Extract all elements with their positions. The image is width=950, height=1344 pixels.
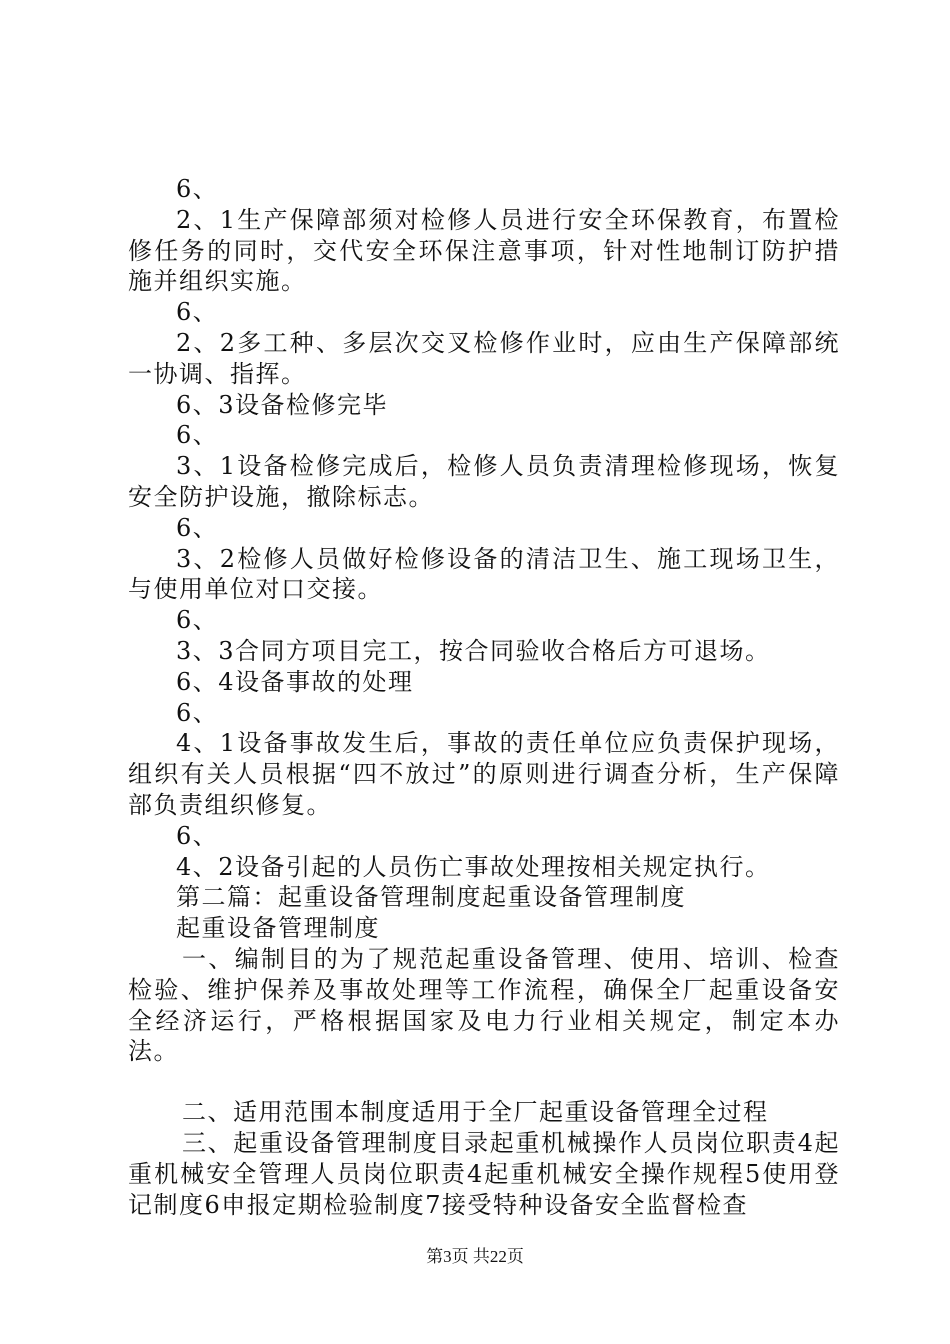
paragraph: 3、1设备检修完成后，检修人员负责清理检修现场，恢复安全防护设施，撤除标志。 <box>128 452 840 511</box>
paragraph: 6、 <box>176 298 219 327</box>
document-body <box>128 174 840 1220</box>
paragraph: 3、2检修人员做好检修设备的清洁卫生、施工现场卫生，与使用单位对口交接。 <box>128 544 840 604</box>
paragraph: 2、2多工种、多层次交叉检修作业时，应由生产保障部统一协调、指挥。 <box>128 328 840 388</box>
document-title: 起重设备管理制度 <box>176 914 380 943</box>
paragraph: 4、1设备事故发生后，事故的责任单位应负责保护现场，组织有关人员根据“四不放过”的原则进行调查分析，生产保障部负责组织修复。 <box>128 729 840 819</box>
chapter-title: 第二篇：起重设备管理制度起重设备管理制度 <box>176 883 686 912</box>
paragraph-gap <box>128 1067 840 1097</box>
paragraph: 2、1生产保障部须对检修人员进行安全环保教育，布置检修任务的同时，交代安全环保注意事项，针对性地制订防护措施并组织实施。 <box>128 205 840 296</box>
paragraph: 6、 <box>176 513 219 542</box>
paragraph: 6、 <box>176 821 219 850</box>
section-heading: 6、3设备检修完毕 <box>176 390 389 419</box>
paragraph: 三、起重设备管理制度目录起重机械操作人员岗位职责4起重机械安全管理人员岗位职责4起重机械安全操作规程5使用登记制度6申报定期检验制度7接受特种设备安全监督检查 <box>128 1128 840 1219</box>
paragraph: 6、 <box>176 421 219 450</box>
paragraph: 3、3合同方项目完工，按合同验收合格后方可退场。 <box>176 636 771 665</box>
paragraph: 二、适用范围本制度适用于全厂起重设备管理全过程 <box>182 1098 769 1127</box>
paragraph: 4、2设备引起的人员伤亡事故处理按相关规定执行。 <box>176 852 771 881</box>
paragraph: 一、编制目的为了规范起重设备管理、使用、培训、检查检验、维护保养及事故处理等工作流程，确保全厂起重设备安全经济运行，严格根据国家及电力行业相关规定，制定本办法。 <box>128 944 840 1066</box>
section-heading: 6、4设备事故的处理 <box>176 667 414 696</box>
paragraph: 6、 <box>176 698 219 727</box>
page-footer: 第3页 共22页 <box>426 1247 524 1266</box>
paragraph: 6、 <box>176 175 219 203</box>
paragraph: 6、 <box>176 606 219 635</box>
